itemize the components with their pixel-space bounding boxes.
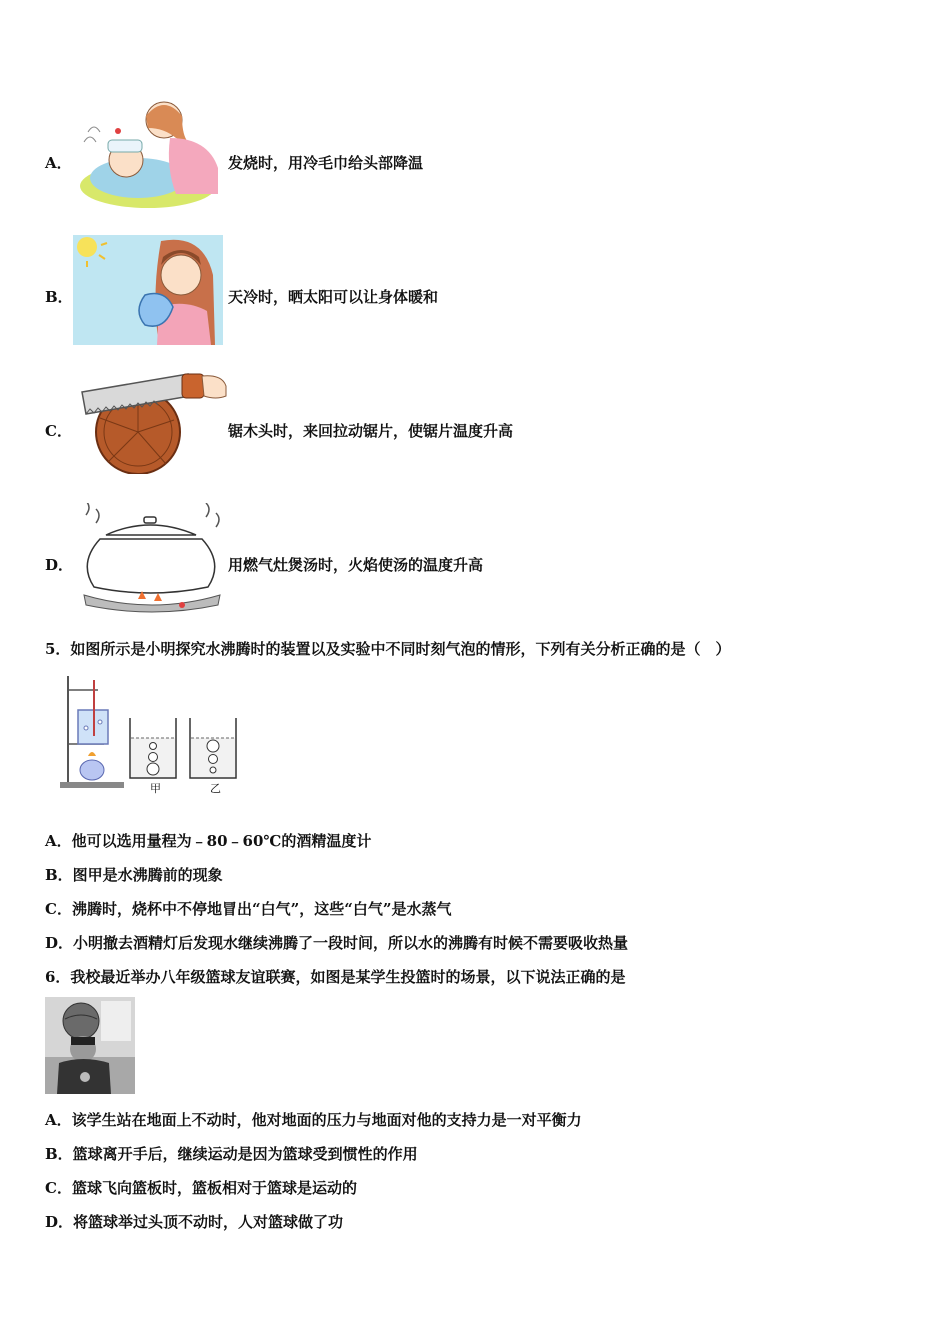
question-6-option-b: B．篮球离开手后，继续运动是因为篮球受到惯性的作用 bbox=[45, 1145, 418, 1163]
option-b-text: 天冷时，晒太阳可以让身体暖和 bbox=[228, 288, 439, 306]
figure-label-yi: 乙 bbox=[210, 782, 221, 795]
question-5-option-a: A．他可以选用量程为﹣80﹣60℃的酒精温度计 bbox=[45, 832, 372, 850]
girl-in-sunshine-illustration bbox=[73, 235, 223, 345]
question-5-stem: 5．如图所示是小明探究水沸腾时的装置以及实验中不同时刻气泡的情形，下列有关分析正确的是（ ） bbox=[45, 640, 731, 658]
option-a-letter: A． bbox=[45, 154, 72, 172]
question-6-option-c: C．篮球飞向篮板时，篮板相对于篮球是运动的 bbox=[45, 1179, 357, 1197]
question-6-option-d: D．将篮球举过头顶不动时，人对篮球做了功 bbox=[45, 1213, 344, 1231]
option-d-text: 用燃气灶煲汤时，火焰使汤的温度升高 bbox=[228, 556, 484, 574]
student-shooting-basketball-photo bbox=[45, 997, 135, 1094]
pot-on-gas-stove-illustration bbox=[78, 503, 226, 613]
option-a-text: 发烧时，用冷毛巾给头部降温 bbox=[228, 154, 424, 172]
option-d-letter: D． bbox=[45, 556, 74, 574]
question-6-option-a: A．该学生站在地面上不动时，他对地面的压力与地面对他的支持力是一对平衡力 bbox=[45, 1111, 582, 1129]
question-5-option-b: B．图甲是水沸腾前的现象 bbox=[45, 866, 223, 884]
option-c-letter: C． bbox=[45, 422, 72, 440]
question-5-option-d: D．小明撤去酒精灯后发现水继续沸腾了一段时间，所以水的沸腾有时候不需要吸收热量 bbox=[45, 934, 629, 952]
option-c-text: 锯木头时，来回拉动锯片，使锯片温度升高 bbox=[228, 422, 514, 440]
child-with-cold-towel-illustration bbox=[78, 98, 224, 212]
question-5-option-c: C．沸腾时，烧杯中不停地冒出“白气”，这些“白气”是水蒸气 bbox=[45, 900, 452, 918]
figure-label-jia: 甲 bbox=[150, 782, 161, 795]
sawing-log-illustration bbox=[78, 370, 228, 474]
question-6-stem: 6．我校最近举办八年级篮球友谊联赛，如图是某学生投篮时的场景，以下说法正确的是 bbox=[45, 968, 626, 986]
option-b-letter: B． bbox=[45, 288, 73, 306]
